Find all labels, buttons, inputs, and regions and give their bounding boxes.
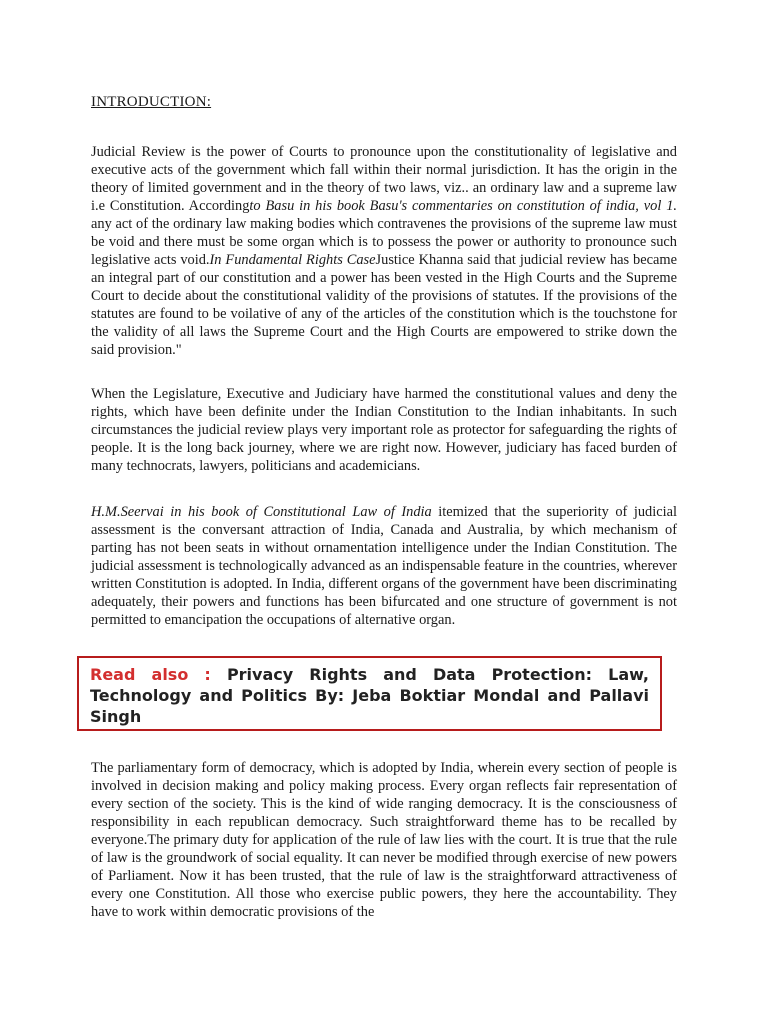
- section-heading: INTRODUCTION:: [91, 94, 212, 110]
- p1-text-1: Judicial Review is the power of Courts to pronounce upon the constitutionality of legislative and executive acts of the government which fall within their normal jurisdiction. It has the origin in the theory of limited government and in the theory of two laws, viz.. an ordinary law and a supreme law i.e Constitution. According: [91, 144, 677, 214]
- p1-citation-basu: to Basu in his book Basu's commentaries on constitution of india, vol 1.: [249, 198, 677, 214]
- p3-text: itemized that the superiority of judicial assessment is the conversant attraction of India, Canada and Australia, by which mechanism of parting has not been seats in without ornamentation intelligence under the Indian Constitution. The judicial assessment is technologically advanced as an indispensable feature in the countries, wherever written Constitution is adopted. In India, different organs of the government have been discriminating adequately, their powers and functions has been bifurcated and one structure of government is not permitted to emancipation the occupations of alternative organ.: [91, 504, 677, 628]
- read-also-box: [77, 656, 662, 731]
- read-also-link[interactable]: Privacy Rights and Data Protection: Law, Technology and Politics By: Jeba Boktiar Mondal and Pallavi Singh: [90, 665, 649, 726]
- paragraph-judicial-review: [91, 143, 677, 359]
- paragraph-legislature: When the Legislature, Executive and Judiciary have harmed the constitutional values and deny the rights, which have been definite under the Indian Constitution to the Indian inhabitants. In such circumstances the judicial review plays very important role as protector for safeguarding the rights of people. It is the long back journey, where we are right now. However, judiciary has faced burden of many technocrats, lawyers, politicians and academicians.: [91, 386, 677, 474]
- read-also-label: Read also :: [90, 665, 211, 684]
- paragraph-parliamentary-democracy: The parliamentary form of democracy, which is adopted by India, wherein every section of people is involved in decision making and policy making process. Every organ reflects fair representation of every section of the society. This is the kind of wide ranging democracy. It is the consciousness of responsibility in each republican democracy. Such straightforward theme has to be recalled by everyone.The primary duty for application of the rule of law lies with the court. It is true that the rule of law is the groundwork of social equality. It can never be modified through exercise of new powers of Parliament. Now it has been trusted, that the rule of law is the straightforward attractiveness of every one Constitution. All those who exercise public powers, they here the accountability. They have to work within democratic provisions of the: [91, 760, 677, 920]
- p1-text-2: any act of the ordinary law making bodies which contravenes the provisions of the supreme law must be void and there must be some organ which is to possess the power or authority to pronounce such legislative acts void.: [91, 216, 677, 268]
- p1-text-3: Justice Khanna said that judicial review has became an integral part of our constitution and a power has been vested in the High Courts and the Supreme Court to decide about the constitutional validity of the provisions of statutes. If the provisions of the statutes are found to be voilative of any of the articles of the constitution which is the touchstone for the validity of all laws the Supreme Court and the High Courts are empowered to strike down the said provision.": [91, 252, 677, 358]
- p1-citation-case: In Fundamental Rights Case: [209, 252, 376, 268]
- p3-citation-seervai: H.M.Seervai in his book of Constitutional Law of India: [91, 504, 432, 520]
- paragraph-seervai: [91, 503, 677, 629]
